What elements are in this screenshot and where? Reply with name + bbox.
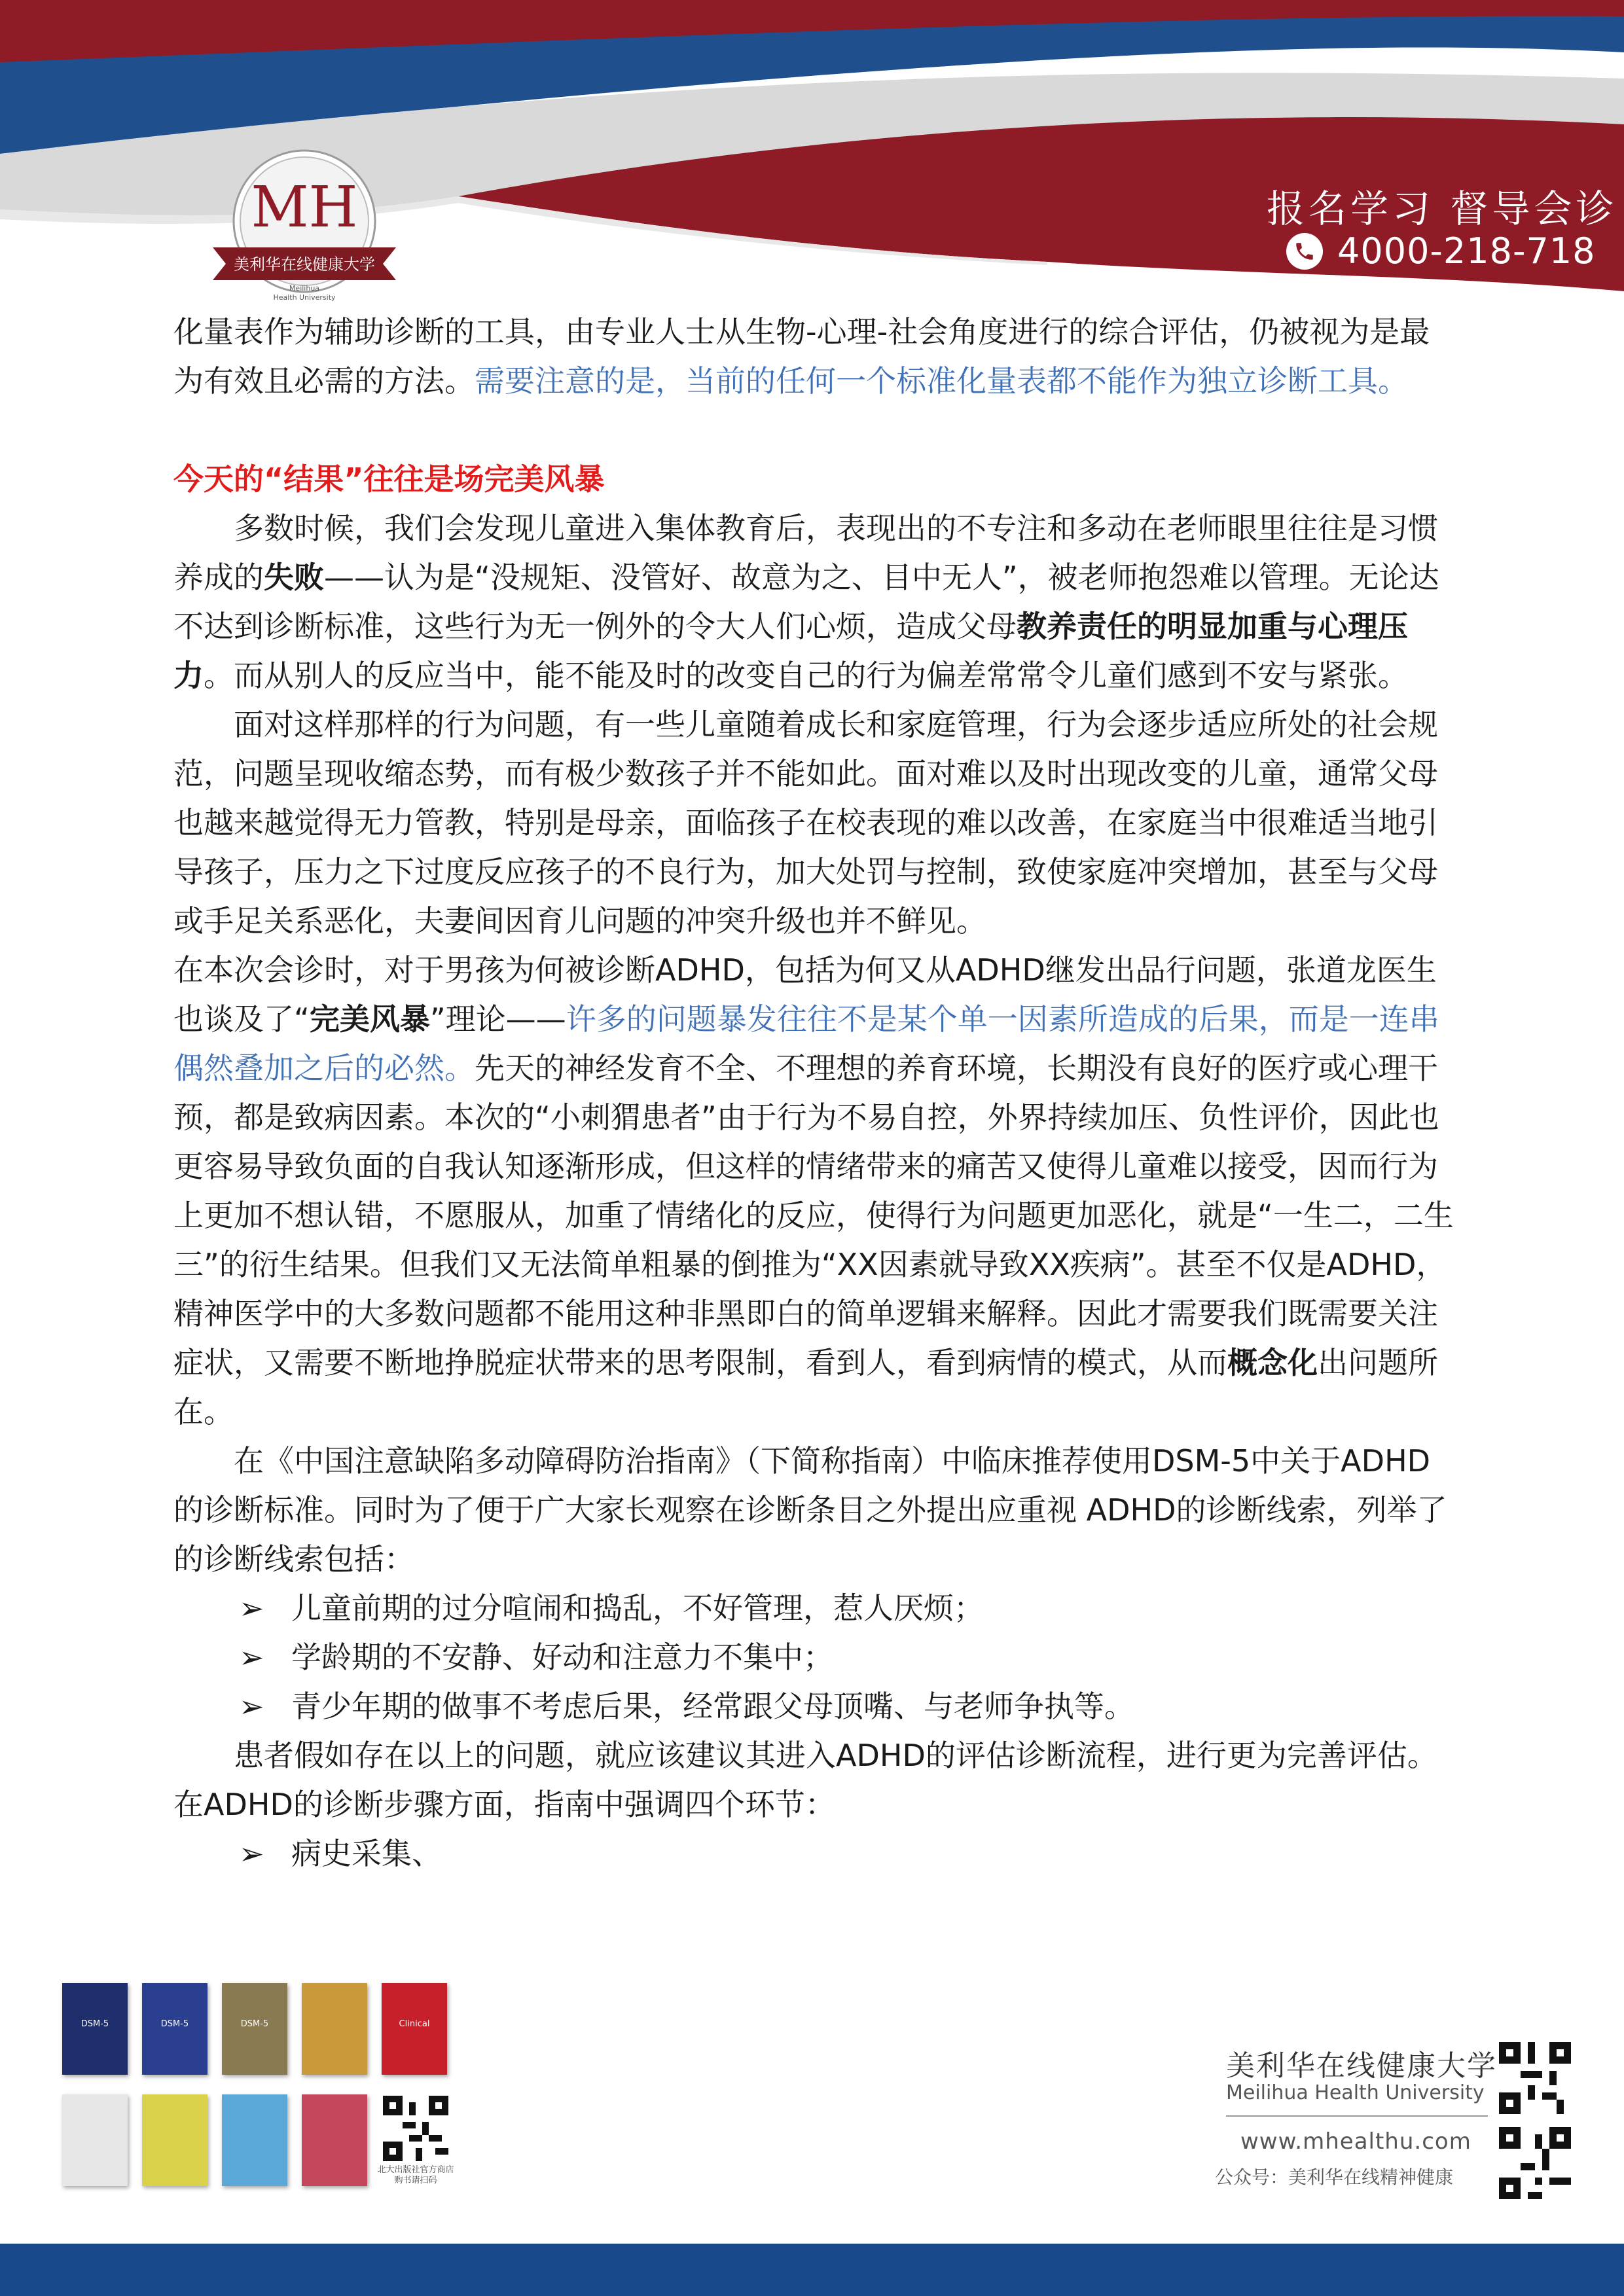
book-cover-title: Clinical (399, 2019, 430, 2029)
footer-university-english: Meilihua Health University (1226, 2081, 1485, 2104)
article-body (173, 308, 1456, 1878)
header-phone[interactable] (1286, 230, 1596, 272)
list-item: ➢ 儿童前期的过分喧闹和捣乱，不好管理，惹人厌烦； (173, 1584, 1456, 1633)
header-slogan: 报名学习 督导会诊 (1267, 187, 1618, 231)
book-cover-title: DSM-5 (160, 2019, 189, 2029)
arrow-bullet-icon: ➢ (239, 1836, 264, 1871)
footer-bar (0, 2244, 1624, 2296)
logo-english-name-1: Meilihua (289, 284, 320, 293)
paragraph-intro: 化量表作为辅助诊断的工具，由专业人士从生物-心理-社会角度进行的综合评估，仍被视为是最为有效且必需的方法。需要注意的是，当前的任何一个标准化量表都不能作为独立诊断工具。 (173, 314, 1430, 399)
book-gallery (62, 1983, 468, 2193)
paragraph: 面对这样那样的行为问题，有一些儿童随着成长和家庭管理，行为会逐步适应所处的社会规范，问题呈现收缩态势，而有极少数孩子并不能如此。面对难以及时出现改变的儿童，通常父母也越来越觉得无力管教，特别是母亲，面临孩子在校表现的难以改善，在家庭当中很难适当地引导孩子，压力之下过度反应孩子的不良行为，加大处罚与控制，致使家庭冲突增加，甚至与父母或手足关系恶化，夫妻间因育儿问题的冲突升级也并不鲜见。 (173, 707, 1438, 939)
highlight-text: 许多的问题暴发往往不是某个单一因素所造成的后果，而是一连串偶然叠加之后的必然。 (173, 1001, 1439, 1086)
footer-divider (1226, 2115, 1488, 2117)
section-heading: 今天的“结果”往往是场完美风暴 (173, 461, 605, 497)
list-item: ➢ 病史采集、 (173, 1829, 1456, 1878)
paragraph: 多数时候，我们会发现儿童进入集体教育后，表现出的不专注和多动在老师眼里往往是习惯养成的失败——认为是“没规矩、没管好、故意为之、目中无人”，被老师抱怨难以管理。无论达不达到诊断标准，这些行为无一例外的令大人们心烦，造成父母教养责任的明显加重与心理压力。而从别人的反应当中，能不能及时的改变自己的行为偏差常常令儿童们感到不安与紧张。 (173, 511, 1439, 693)
bookstore-qr-code[interactable] (383, 2096, 448, 2161)
paragraph: 患者假如存在以上的问题，就应该建议其进入ADHD的评估诊断流程，进行更为完善评估。在ADHD的诊断步骤方面，指南中强调四个环节： (173, 1738, 1437, 1822)
book-cover[interactable] (142, 1983, 208, 2075)
book-cover[interactable] (62, 2094, 128, 2186)
book-cover[interactable] (302, 2094, 367, 2186)
logo-english-name-2: Health University (273, 293, 336, 302)
footer-website-link[interactable]: www.mhealthu.com (1240, 2128, 1471, 2155)
book-cover[interactable] (302, 1983, 367, 2075)
logo-monogram: MH (251, 175, 358, 240)
arrow-bullet-icon: ➢ (239, 1689, 264, 1724)
arrow-bullet-icon: ➢ (239, 1590, 264, 1626)
paragraph: 在本次会诊时，对于男孩为何被诊断ADHD，包括为何又从ADHD继发出品行问题，张道龙医生也谈及了“完美风暴”理论——许多的问题暴发往往不是某个单一因素所造成的后果，而是一连串偶然叠加之后的必然。先天的神经发育不全、不理想的养育环境，长期没有良好的医疗或心理干预，都是致病因素。本次的“小刺猬患者”由于行为不易自控，外界持续加压、负性评价，因此也更容易导致负面的自我认知逐渐形成，但这样的情绪带来的痛苦又使得儿童难以接受，因而行为上更加不想认错，不愿服从，加重了情绪化的反应，使得行为问题更加恶化，就是“一生二，二生三”的衍生结果。但我们又无法简单粗暴的倒推为“XX因素就导致XX疾病”。甚至不仅是ADHD，精神医学中的大多数问题都不能用这种非黑即白的简单逻辑来解释。因此才需要我们既需要关注症状，又需要不断地挣脱症状带来的思考限制，看到人，看到病情的模式，从而概念化出问题所在。 (173, 952, 1454, 1429)
arrow-bullet-icon: ➢ (239, 1640, 264, 1675)
list-item: ➢ 青少年期的做事不考虑后果，经常跟父母顶嘴、与老师争执等。 (173, 1682, 1456, 1731)
book-cover-title: DSM-5 (81, 2019, 109, 2029)
phone-number: 4000-218-718 (1337, 230, 1596, 272)
book-cover[interactable] (142, 2094, 208, 2186)
logo-chinese-name: 美利华在线健康大学 (234, 255, 375, 274)
book-cover[interactable] (62, 1983, 128, 2075)
wechat-qr-code[interactable] (1499, 2042, 1571, 2114)
paragraph: 在《中国注意缺陷多动障碍防治指南》（下简称指南）中临床推荐使用DSM-5中关于ADHD的诊断标准。同时为了便于广大家长观察在诊断条目之外提出应重视 ADHD的诊断线索，列举了的诊断线索包括： (173, 1443, 1447, 1577)
book-cover[interactable] (222, 2094, 287, 2186)
qr-caption: 北大出版社官方商店 购书请扫码 (377, 2165, 454, 2185)
university-logo (200, 149, 409, 306)
footer-university-name: 美利华在线健康大学 (1226, 2049, 1497, 2083)
book-cover-title: DSM-5 (240, 2019, 269, 2029)
highlight-text: 需要注意的是，当前的任何一个标准化量表都不能作为独立诊断工具。 (475, 363, 1408, 399)
book-cover[interactable] (382, 1983, 447, 2075)
phone-icon (1286, 233, 1323, 270)
website-qr-code[interactable] (1499, 2127, 1571, 2199)
book-cover[interactable] (222, 1983, 287, 2075)
list-item: ➢ 学龄期的不安静、好动和注意力不集中； (173, 1633, 1456, 1682)
footer-wechat-account: 公众号：美利华在线精神健康 (1215, 2166, 1454, 2188)
